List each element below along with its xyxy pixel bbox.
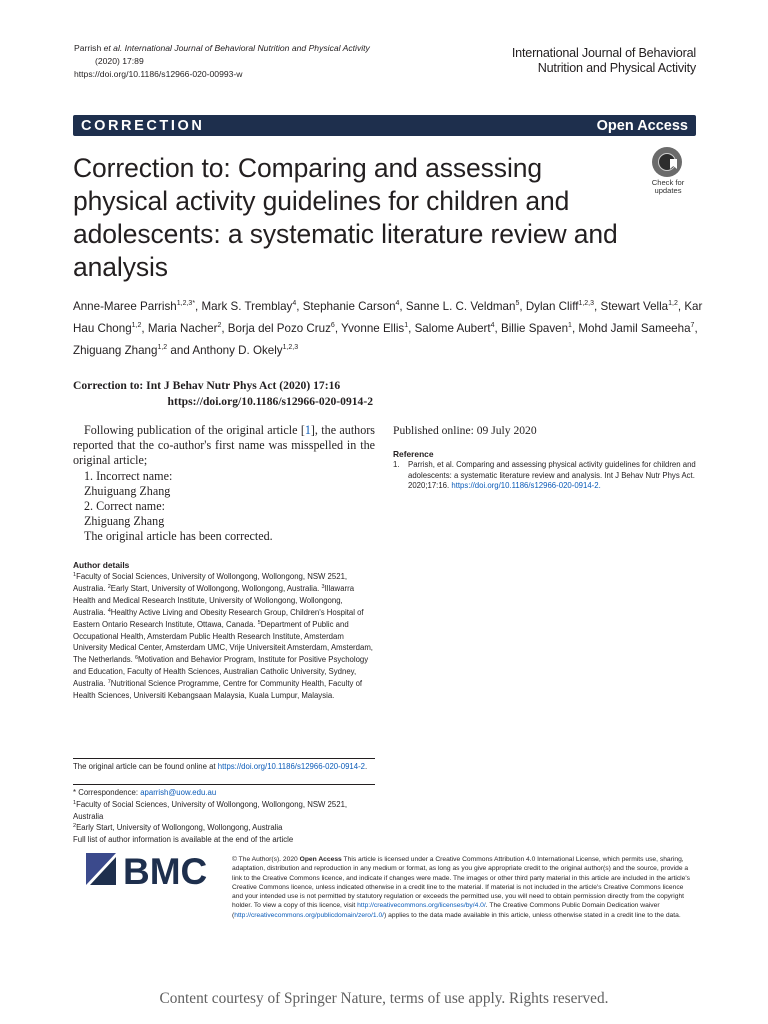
footnote-aff2-number: 2 [73,823,77,830]
author-name: Sanne L. C. Veldman [405,300,516,313]
author [501,322,572,335]
check-updates-line1: Check for [651,178,685,187]
intro-paragraph [73,423,375,469]
author-affiliation: 1,2 [157,344,168,351]
open-access-label: Open Access [596,118,688,134]
author-name: Anthony D. Okely [192,344,283,357]
correction-to-doi[interactable]: https://doi.org/10.1186/s12966-020-0914-2 [167,395,373,408]
running-doi[interactable]: https://doi.org/10.1186/s12966-020-00993-w [74,69,243,79]
author [73,344,167,357]
author-affiliation: 2 [217,322,222,329]
author-name: Yvonne Ellis [341,322,405,335]
cc-zero-link[interactable]: http://creativecommons.org/publicdomain/zero/1.0/ [234,911,385,919]
correct-name-label: 2. Correct name: [84,499,165,514]
affiliation-number: 5 [257,619,261,626]
intro-text-before: Following publication of the original article [ [84,423,305,437]
courtesy-watermark: Content courtesy of Springer Nature, terms of use apply. Rights reserved. [159,990,609,1007]
reference-item [393,460,703,492]
copyright-text: © The Author(s). 2020 [232,856,298,863]
closing-sentence: The original article has been corrected. [84,529,273,544]
footnote-aff1-number: 1 [73,799,77,806]
reference-heading: Reference [393,449,434,459]
author [228,322,335,335]
author-affiliation: 5 [515,300,520,307]
author-name: Salome Aubert [414,322,491,335]
author [148,322,222,335]
open-access-bold: Open Access [299,856,342,863]
incorrect-name-label: 1. Incorrect name: [84,468,173,483]
author [600,300,677,313]
affiliation-number: 6 [134,655,139,662]
original-article-suffix: . [365,762,368,771]
affiliation-number: 1 [73,572,77,578]
reference-link[interactable]: 1 [304,423,311,437]
author [341,322,408,335]
journal-name-line2: Nutrition and Physical Activity [537,60,696,75]
author-name: Billie Spaven [501,322,569,335]
article-type-banner [73,115,696,136]
footnote-divider [73,758,375,759]
affiliation-text: Healthy Active Living and Obesity Research Group, Children's Hospital of Eastern Ontario Research Institute, Ottawa, Canada. [73,607,364,629]
author-name: Stephanie Carson [302,300,396,313]
author [526,300,594,313]
affiliation-number: 2 [107,583,111,590]
correction-to-line1: Correction to: Int J Behav Nutr Phys Act (2020) 17:16 [73,379,341,392]
author-affiliation: 4 [292,300,297,307]
affiliation-text: Motivation and Behavior Program, Institute for Positive Psychology and Education, Faculty of Health Sciences, Australian Catholic University, Sydney, Australia. [73,655,369,689]
license-text-3: ) applies to the data made available in this article, unless otherwise stated in a credit line to the data. [384,911,681,919]
author-affiliation: 1,2,3* [176,300,196,307]
bmc-logo-text: BMC [123,853,208,887]
running-citation [74,42,434,81]
published-date: Published online: 09 July 2020 [393,424,537,437]
author [73,300,195,313]
author-name: Maria Nacher [147,322,218,335]
license-statement [232,855,696,920]
bmc-logo[interactable] [86,853,216,887]
footnote-divider-2 [73,784,375,785]
license-text-2: . The Creative Commons Public Domain Dedication waiver ( [232,902,660,919]
affiliation-text: Illawarra Health and Medical Research Institute, University of Wollongong, Wollongong, Australia. [73,583,355,617]
correspondence-footnotes [73,787,373,846]
correspondence-email[interactable]: aparrish@uow.edu.au [140,788,217,797]
author-name: Borja del Pozo Cruz [227,322,331,335]
original-article-prefix: The original article can be found online at [73,762,216,771]
running-journal: et al. International Journal of Behavioral Nutrition and Physical Activity [103,43,370,53]
original-article-note [73,761,373,772]
author-name: Kar Hau Chong [73,300,703,335]
journal-name [466,46,696,75]
affiliation-number: 4 [107,607,111,614]
author-list: Anne-Maree Parrish$^{1,2,3*}$, Mark S. Tremblay$^4$, Stephanie Carson$^4$, Sanne L. C. Veldman$^5$, Dylan Cliff$^{1,2,3}$, Stewart Vella$^{1,2}$, Kar Hau Chong$^{1,2}$, Maria Nacher$^2$, Borja del Pozo Cruz$^6$, Yvonne Ellis$^1$, Salome Aubert$^4$, Billie Spaven$^1$, Mohd Jamil Sameeha$^7$, Zhiguang Zhang$^{1,2}$ and Anthony D. Okely$^{1,2,3}$ [73,300,703,357]
license-text: This article is licensed under a Creative Commons Attribution 4.0 International License, which permits use, sharing, adaptation, distribution and reproduction in any medium or format, as long as you give appropriate credit to the original author(s) and the source, provide a link to the Creative Commons licence, and indicate if changes were made. The images or other third party material in this article are included in the article's Creative Commons licence, unless indicated otherwise in a credit line to the material. If material is not included in the article's Creative Commons licence and your intended use is not permitted by statutory regulation or exceeds the permitted use, you will need to obtain permission directly from the copyright holder. To view a copy of this licence, visit [232,856,690,910]
check-updates-line2: updates [654,186,682,195]
author [303,300,400,313]
author-details-body [73,571,373,702]
full-list-note: Full list of author information is available at the end of the article [73,835,294,845]
author-affiliation: 4 [395,300,400,307]
author-affiliation: 1,2 [131,322,142,329]
author-affiliation: 4 [490,322,495,329]
author-name: Mohd Jamil Sameeha [578,322,691,335]
author-affiliation: 1,2,3 [578,300,595,307]
reference-number: 1. [393,460,400,469]
correct-name-value: Zhiguang Zhang [84,514,165,529]
authors-and: and [170,344,190,357]
author-affiliation: 1,2 [668,300,678,307]
author-affiliation: 1,2,3 [282,344,299,351]
author-affiliation: 1 [568,322,572,329]
footnote-aff1: Faculty of Social Sciences, University of Wollongong, Wollongong, NSW 2521, Australia [73,799,348,821]
author [192,344,298,357]
running-authors: Parrish [74,43,102,53]
bookmark-icon [652,147,682,177]
reference-doi-link[interactable]: https://doi.org/10.1186/s12966-020-0914-2. [451,481,601,490]
author-affiliation: 6 [330,322,335,329]
cc-by-link[interactable]: http://creativecommons.org/licenses/by/4.0/ [357,902,486,910]
author-name: Anne-Maree Parrish [73,300,177,313]
check-for-updates-badge[interactable] [643,147,693,203]
author [415,322,495,335]
author [406,300,519,313]
article-type-label: CORRECTION [81,118,205,134]
affiliation-text: Department of Public and Occupational Health, Amsterdam Public Health Research Institute, Amsterdam University Medical Center, Amsterdam UMC, Vrije Universiteit Amsterdam, Amsterdam, The Netherlands. [73,619,373,665]
incorrect-name-value: Zhuiguang Zhang [84,483,171,498]
affiliation-text: Nutritional Science Programme, Centre for Community Health, Faculty of Health Sciences, Universiti Kebangsaan Malaysia, Kuala Lumpur, Malaysia. [73,679,363,701]
affiliation-text: Faculty of Social Sciences, University of Wollongong, Wollongong, NSW 2521, Australia. [73,572,348,593]
correction-to-citation [73,378,373,410]
author-details-heading: Author details [73,560,130,570]
correspondence-label: * Correspondence: [73,788,139,797]
author-affiliation: 7 [690,322,695,329]
bmc-logo-mark [86,853,216,887]
reference-text: Parrish, et al. Comparing and assessing physical activity guidelines for children and adolescents: a systematic literature review and analysis. Int J Behav Nutr Phys Act. 2020;17:16. [408,460,696,490]
footnote-aff2: Early Start, University of Wollongong, Wollongong, Australia [76,823,283,833]
running-year-volume: (2020) 17:89 [95,56,144,66]
author [578,322,694,335]
author-name: Stewart Vella [600,300,669,313]
original-article-link[interactable]: https://doi.org/10.1186/s12966-020-0914-2 [217,762,366,771]
affiliation-text: Early Start, University of Wollongong, Wollongong, Australia. [110,583,320,593]
intro-text-after: ], the authors reported that the co-author's first name was misspelled in the original article; [73,423,376,468]
correction-body [73,423,375,545]
author-name: Dylan Cliff [525,300,579,313]
journal-name-line1: International Journal of Behavioral [511,46,696,60]
affiliation-number: 7 [107,679,111,686]
affiliation-number: 3 [321,583,325,590]
author [202,300,297,313]
article-title: Correction to: Comparing and assessing physical activity guidelines for children and adolescents: a systematic literature review and analysis [73,153,618,282]
author-name: Zhiguang Zhang [73,344,158,357]
author-affiliation: 1 [404,322,409,329]
author-name: Mark S. Tremblay [201,300,293,313]
